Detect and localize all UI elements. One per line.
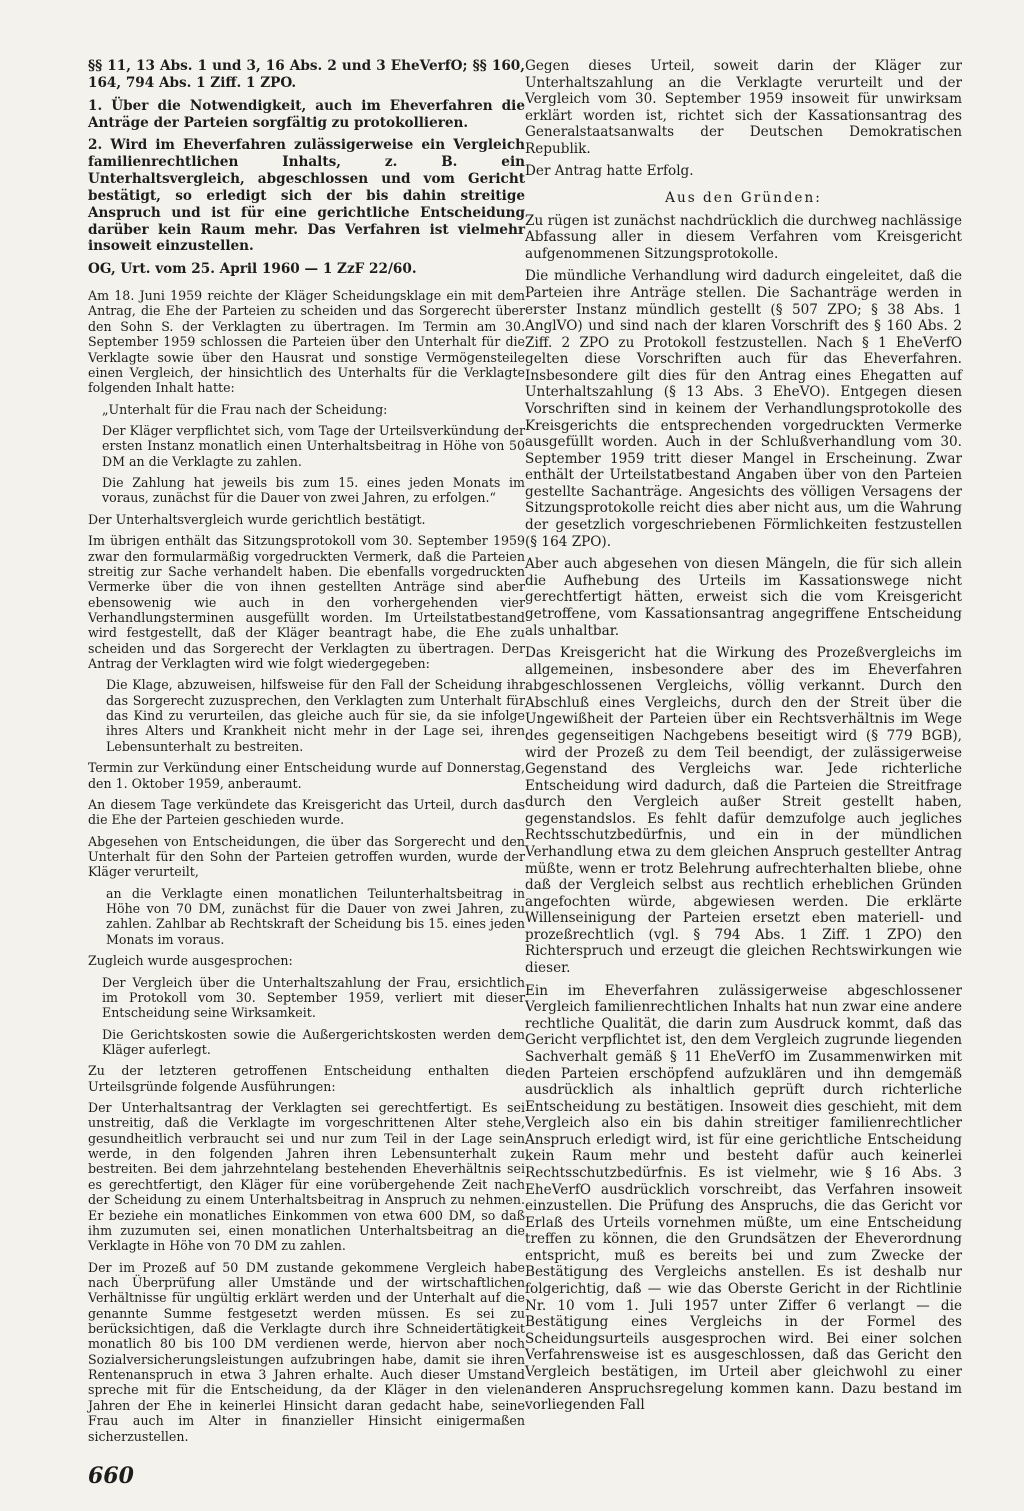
paragraph: Ein im Eheverfahren zulässigerweise abgeschlossener Vergleich familienrechtlichen Inhalts hat nun zwar eine andere rechtliche Qualität, die darin zum Ausdruck kommt, daß das Gericht verpflichtet ist, den dem Vergleich zugrunde liegenden Sachverhalt gemäß § 11 EheVerfO im Zusammenwirken mit den Parteien erschöpfend aufzuklären und ihn demgemäß ausdrücklich als inhaltlich geprüft durch richterliche Entscheidung zu bestätigen. Insoweit dies geschieht, mit dem Vergleich also ein bis dahin streitiger familienrechtlicher Anspruch erledigt wird, ist für eine gerichtliche Entscheidung kein Raum mehr und besteht dafür auch keinerlei Rechtsschutzbedürfnis. Es ist vielmehr, wie § 16 Abs. 3 EheVerfO ausdrücklich vorschreibt, das Verfahren insoweit einzustellen. Die Prüfung des Anspruchs, die das Gericht vor Erlaß des Urteils vornehmen müßte, um eine Entscheidung treffen zu können, die den Grundsätzen der Eheverordnung entspricht, muß es bereits bei und zum Zwecke der Bestätigung des Vergleichs anstellen. Es ist deshalb nur folgerichtig, daß — wie das Oberste Gericht in der Richtlinie Nr. 10 vom 1. Juli 1957 unter Ziffer 6 verlangt — die Bestätigung eines Vergleichs in der Formel des Scheidungsurteils ausgesprochen wird. Bei einer solchen Verfahrensweise ist es ausgeschlossen, daß das Gericht den Vergleich bestätigen, im Urteil aber gleichwohl zu einer anderen Anspruchsregelung kommen kann. Dazu bestand im vorliegenden Fall [525,982,962,1414]
quote-paragraph: Der Vergleich über die Unterhaltszahlung der Frau, ersichtlich im Protokoll vom 30. September 1959, verliert mit dieser Entscheidung seine Wirksamkeit. [102,974,525,1021]
court-reference: OG, Urt. vom 25. April 1960 — 1 ZzF 22/60. [88,261,417,278]
paragraph: Am 18. Juni 1959 reichte der Kläger Scheidungsklage ein mit dem Antrag, die Ehe der Parteien zu scheiden und das Sorgerecht über den Sohn S. der Verklagten zu übertragen. Im Termin am 30. September 1959 schlossen die Parteien über den Unterhalt für die Verklagte sowie über den Hausrat und sonstige Vermögensteile einen Vergleich, der hinsichtlich des Unterhalts für die Verklagte folgenden Inhalt hatte: [88,288,525,396]
paragraph: Zugleich wurde ausgesprochen: [88,953,293,969]
paragraph: Der im Prozeß auf 50 DM zustande gekommene Vergleich habe nach Überprüfung aller Umstände und der wirtschaftlichen Verhältnisse für ungültig erklärt werden und der Unterhalt auf die genannte Summe festgesetzt werden müssen. Es sei zu berücksichtigen, daß die Verklagte durch ihre Schneidertätigkeit monatlich 80 bis 100 DM verdienen werde, hiervon aber noch Sozialversicherungsleistungen aufzubringen habe, damit sie ihren Rentenanspruch in etwa 3 Jahren erhalte. Auch dieser Umstand spreche mit für die Entscheidung, da der Kläger in den vielen Jahren der Ehe in keinerlei Hinsicht daran gedacht habe, seine Frau auch im Alter in finanzieller Hinsicht einigermaßen sicherzustellen. [88,1259,525,1444]
section-heading: Aus den Gründen: [665,190,822,207]
quote-paragraph: „Unterhalt für die Frau nach der Scheidung: [102,401,388,417]
quote-paragraph: Die Zahlung hat jeweils bis zum 15. eines jeden Monats im voraus, zunächst für die Dauer von zwei Jahren, zu erfolgen.“ [102,475,525,506]
quote-paragraph: Die Gerichtskosten sowie die Außergerichtskosten werden dem Kläger auferlegt. [102,1026,525,1057]
paragraph: Abgesehen von Entscheidungen, die über das Sorgerecht und den Unterhalt für den Sohn der Parteien getroffen wurden, wurde der Kläger verurteilt, [88,833,525,880]
paragraph: Der Antrag hatte Erfolg. [525,163,694,180]
quote-paragraph: an die Verklagte einen monatlichen Teilunterhaltsbeitrag in Höhe von 70 DM, zunächst für die Dauer von zwei Jahren, zu zahlen. Zahlbar ab Rechtskraft der Scheidung bis 15. eines jeden Monats im voraus. [106,885,525,947]
page-number: 660 [88,1463,134,1489]
headnote-citation: §§ 11, 13 Abs. 1 und 3, 16 Abs. 2 und 3 EheVerfO; §§ 160, 164, 794 Abs. 1 Ziff. 1 ZPO. [88,58,525,91]
paragraph: Der Unterhaltsantrag der Verklagten sei gerechtfertigt. Es sei unstreitig, daß die Verklagte im vorgeschrittenen Alter stehe, gesundheitlich verbraucht sei und nur zum Teil in der Lage sein werde, in den folgenden Jahren ihren Lebensunterhalt zu bestreiten. Bei dem jahrzehntelang bestehenden Eheverhältnis sei es gerechtfertigt, den Kläger für eine vorübergehende Zeit nach der Scheidung zu einem Unterhaltsbeitrag in Anspruch zu nehmen. Er beziehe ein monatliches Einkommen von etwa 600 DM, so daß ihm zuzumuten sei, einen monatlichen Unterhaltsbeitrag an die Verklagte in Höhe von 70 DM zu zahlen. [88,1100,525,1254]
paragraph: Der Unterhaltsvergleich wurde gerichtlich bestätigt. [88,511,426,527]
paragraph: Zu rügen ist zunächst nachdrücklich die durchweg nachlässige Abfassung aller in diesem Verfahren vom Kreisgericht aufgenommenen Sitzungsprotokolle. [525,212,962,262]
quote-paragraph: Die Klage, abzuweisen, hilfsweise für den Fall der Scheidung ihr das Sorgerecht zuzusprechen, den Verklagten zum Unterhalt für das Kind zu verurteilen, das gleiche auch für sie, da sie infolge ihres Alters und Krankheit nicht mehr in der Lage sei, ihren Lebensunterhalt zu bestreiten. [106,677,525,754]
paragraph: Die mündliche Verhandlung wird dadurch eingeleitet, daß die Parteien ihre Anträge stellen. Die Sachanträge werden in erster Instanz mündlich gestellt (§ 507 ZPO; § 38 Abs. 1 AnglVO) und sind nach der klaren Vorschrift des § 160 Abs. 2 Ziff. 2 ZPO zu Protokoll festzustellen. Nach § 1 EheVerfO gelten diese Vorschriften auch für das Eheverfahren. Insbesondere gilt dies für den Antrag eines Ehegatten auf Unterhaltszahlung (§ 13 Abs. 3 EheVO). Entgegen diesen Vorschriften sind in keinem der Verhandlungsprotokolle des Kreisgerichts die entsprechenden vorgedruckten Vermerke ausgefüllt worden. Auch in der Schlußverhandlung vom 30. September 1959 tritt dieser Mangel in Erscheinung. Zwar enthält der Urteilstatbestand Angaben über von den Parteien gestellte Sachanträge. Angesichts des völligen Versagens der Sitzungsprotokolle reicht dies aber nicht aus, um die Wahrung der gesetzlich vorgeschriebenen Förmlichkeiten festzustellen (§ 164 ZPO). [525,268,962,550]
paragraph: An diesem Tage verkündete das Kreisgericht das Urteil, durch das die Ehe der Parteien geschieden wurde. [88,796,525,828]
paragraph: Im übrigen enthält das Sitzungsprotokoll vom 30. September 1959 zwar den formularmäßig vorgedruckten Vermerk, daß die Parteien streitig zur Sache verhandelt haben. Die ebenfalls vorgedruckten Vermerke über die von ihnen gestellten Anträge sind aber ebensowenig wie auch in den vorhergehenden vier Verhandlungsterminen ausgefüllt worden. Im Urteilstatbestand wird festgestellt, daß der Kläger beantragt habe, die Ehe zu scheiden und das Sorgerecht der Verklagten zu übertragen. Der Antrag der Verklagten wird wie folgt wiedergegeben: [88,533,525,672]
paragraph: Aber auch abgesehen von diesen Mängeln, die für sich allein die Aufhebung des Urteils im Kassationswege nicht gerechtfertigt hätten, erweist sich die vom Kreisgericht getroffene, vom Kassationsantrag angegriffene Entscheidung als unhaltbar. [525,556,962,639]
headnote-point-2: 2. Wird im Eheverfahren zulässigerweise ein Vergleich familienrechtlichen Inhalts, z. B. ein Unterhaltsvergleich, abgeschlossen und vom Gericht bestätigt, so erledigt sich der bis dahin streitige Anspruch und ist für eine gerichtliche Entscheidung darüber kein Raum mehr. Das Verfahren ist vielmehr insoweit einzustellen. [88,137,525,255]
paragraph: Zu der letzteren getroffenen Entscheidung enthalten die Urteilsgründe folgende Ausführungen: [88,1063,525,1094]
paragraph: Das Kreisgericht hat die Wirkung des Prozeßvergleichs im allgemeinen, insbesondere aber des im Eheverfahren abgeschlossenen Vergleichs, völlig verkannt. Durch den Abschluß eines Vergleichs, durch den der Streit über die Ungewißheit der Parteien über ein Rechtsverhältnis im Wege des gegenseitigen Nachgebens beseitigt wird (§ 779 BGB), wird der Prozeß zu dem Teil beendigt, der zulässigerweise Gegenstand des Vergleichs war. Jede richterliche Entscheidung wird dadurch, daß die Parteien die Streitfrage durch den Vergleich außer Streit gestellt haben, gegenstandslos. Es fehlt dafür demzufolge auch jegliches Rechtsschutzbedürfnis, und ein in der mündlichen Verhandlung etwa zu dem gleichen Anspruch gestellter Antrag müßte, wenn er trotz Belehrung aufrechterhalten bliebe, ohne daß der Vergleich selbst aus rechtlich erheblichen Gründen angefochten würde, abgewiesen werden. Die erklärte Willenseinigung der Parteien ersetzt eben materiell- und prozeßrechtlich (vgl. § 794 Abs. 1 Ziff. 1 ZPO) den Richterspruch und erzeugt die gleichen Rechtswirkungen wie dieser. [525,645,962,977]
quote-paragraph: Der Kläger verpflichtet sich, vom Tage der Urteilsverkündung der ersten Instanz monatlich einen Unterhaltsbeitrag in Höhe von 50 DM an die Verklagte zu zahlen. [102,423,525,469]
paragraph: Termin zur Verkündung einer Entscheidung wurde auf Donnerstag, den 1. Oktober 1959, anberaumt. [88,760,525,791]
right-column [525,58,962,1420]
left-column [88,58,525,1450]
headnote-point-1: 1. Über die Notwendigkeit, auch im Eheverfahren die Anträge der Parteien sorgfältig zu protokollieren. [88,97,525,131]
paragraph: Gegen dieses Urteil, soweit darin der Kläger zur Unterhaltszahlung an die Verklagte verurteilt und der Vergleich vom 30. September 1959 insoweit für unwirksam erklärt worden ist, richtet sich der Kassationsantrag des Generalstaatsanwalts der Deutschen Demokratischen Republik. [525,58,962,157]
